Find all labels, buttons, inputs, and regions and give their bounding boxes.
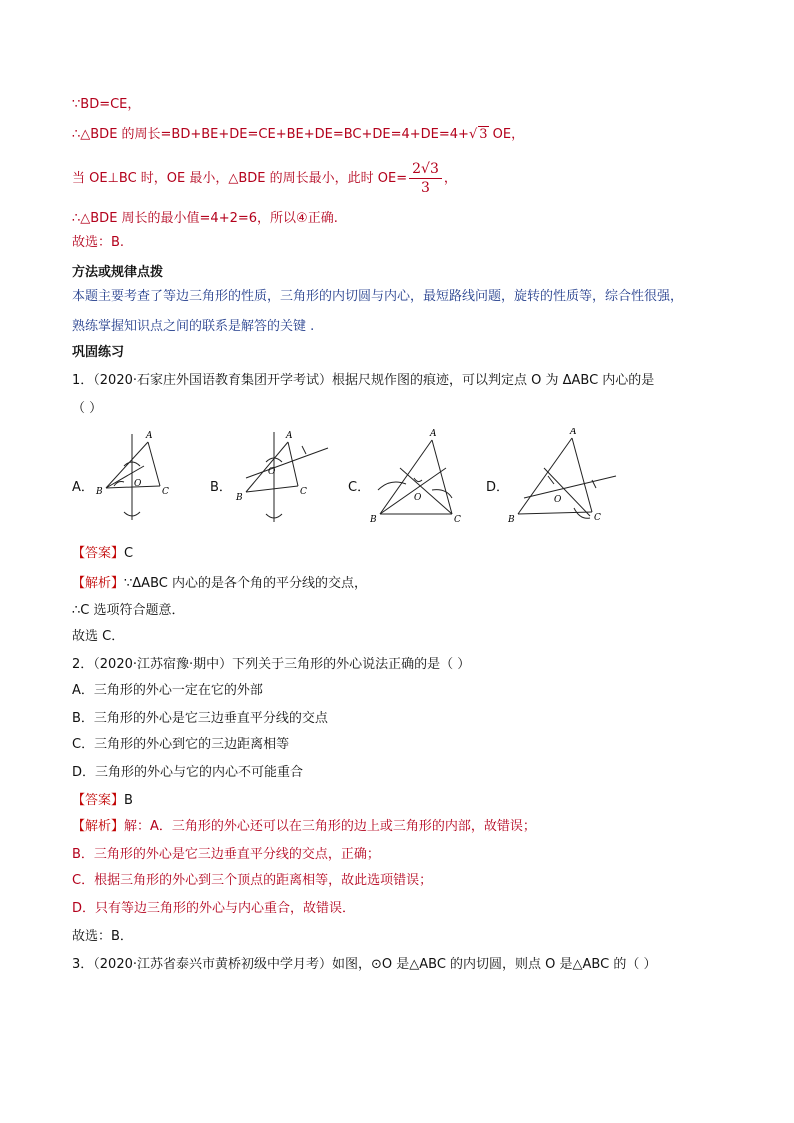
q2-option-c: C．三角形的外心到它的三边距离相等 — [72, 737, 290, 752]
q2-analysis-2: B．三角形的外心是它三边垂直平分线的交点，正确； — [72, 847, 380, 862]
fig-a-side-ab — [106, 442, 148, 488]
q3-stem: 3．（2020·江苏省泰兴市黄桥初级中学月考）如图，⊙O 是△ABC 的内切圆，则点 O 是△ABC 的（ ） — [72, 957, 657, 972]
q1-analysis-3: 故选 C． — [72, 629, 125, 644]
q2-option-b: B．三角形的外心是它三边垂直平分线的交点 — [72, 711, 328, 726]
figure-d-svg — [508, 428, 628, 528]
solution-line-1: ∵BD=CE， — [72, 97, 141, 112]
q1-paren: （ ） — [72, 401, 103, 416]
fig-a-side-bc — [106, 486, 160, 488]
method-heading: 方法或规律点拨 — [72, 265, 164, 280]
option-a-label: A． — [72, 480, 94, 495]
solution-line-3-tail: ， — [443, 171, 457, 186]
fig-c-label-o: O — [414, 493, 422, 503]
q1-answer-tag: 【答案】 — [72, 546, 125, 561]
fig-b-side-ac — [288, 442, 298, 486]
q2-analysis-5: 故选：B． — [72, 929, 133, 944]
fig-a-label-o: O — [134, 479, 142, 489]
fig-a-label-a: A — [146, 431, 153, 441]
q2-answer-tag: 【答案】 — [72, 793, 125, 808]
fig-c-arc — [378, 482, 406, 490]
q2-analysis-tag: 【解析】 — [72, 819, 125, 834]
q1-option-figures — [72, 428, 732, 528]
solution-line-2-tail: OE， — [492, 127, 525, 142]
option-b-label: B． — [210, 480, 232, 495]
figure-a-svg — [94, 428, 204, 528]
q2-answer — [72, 792, 133, 810]
q1-analysis-2: ∴C 选项符合题意． — [72, 603, 185, 618]
solution-line-4: ∴△BDE 周长的最小值=4+2=6，所以④正确. — [72, 211, 338, 226]
q1-analysis-text: ∵ΔABC 内心的是各个角的平分线的交点， — [124, 576, 367, 591]
fig-c-side-ac — [432, 440, 452, 514]
q2-analysis-4: D．只有等边三角形的外心与内心重合，故错误． — [72, 901, 356, 916]
q2-analysis-text: 解：A．三角形的外心还可以在三角形的边上或三角形的内部，故错误； — [124, 819, 536, 834]
practice-heading: 巩固练习 — [72, 345, 125, 360]
fig-b-label-a: A — [286, 431, 293, 441]
q2-answer-value: B — [124, 793, 133, 808]
sqrt-radicand: 3 — [479, 127, 488, 142]
fig-a-label-b: B — [96, 487, 103, 497]
solution-line-5: 故选：B. — [72, 235, 125, 250]
sqrt-symbol: √ 3 — [468, 127, 488, 142]
fig-d-label-c: C — [594, 513, 601, 523]
fig-c-label-c: C — [454, 515, 461, 525]
fig-d-side-ab — [518, 438, 572, 514]
fig-b-label-o: O — [268, 467, 276, 477]
fig-a-side-ac — [148, 442, 160, 486]
q1-answer-value: C — [124, 546, 134, 561]
fig-c-label-b: B — [370, 515, 377, 525]
fig-d-side-bc — [518, 512, 592, 514]
fraction — [409, 160, 442, 197]
method-paragraph-1: 本题主要考查了等边三角形的性质，三角形的内切圆与内心，最短路线问题，旋转的性质等，综合性很强， — [72, 289, 684, 304]
option-c-label: C． — [348, 480, 371, 495]
solution-line-2-text: ∴△BDE 的周长=BD+BE+DE=CE+BE+DE=BC+DE=4+DE=4+ — [72, 127, 469, 142]
fig-b-side-ab — [246, 442, 288, 492]
fig-c-label-a: A — [430, 429, 437, 439]
solution-line-3-text: 当 OE⊥BC 时，OE 最小，△BDE 的周长最小，此时 OE= — [72, 171, 408, 186]
fig-a-label-c: C — [162, 487, 169, 497]
solution-line-2 — [72, 126, 524, 144]
fig-d-label-o: O — [554, 495, 562, 505]
fig-b-label-b: B — [236, 493, 243, 503]
option-d-label: D． — [486, 480, 510, 495]
q1-answer — [72, 545, 133, 563]
solution-line-3 — [72, 160, 457, 197]
fig-d-label-b: B — [508, 515, 515, 525]
fig-c-side-ab — [380, 440, 432, 514]
fig-b-perp-line-2 — [246, 448, 328, 478]
q1-stem: 1．（2020·石家庄外国语教育集团开学考试）根据尺规作图的痕迹，可以判定点 O 为 ΔABC 内心的是 — [72, 373, 655, 388]
q2-analysis-3: C．根据三角形的外心到三个顶点的距离相等，故此选项错误； — [72, 873, 433, 888]
fig-b-label-c: C — [300, 487, 307, 497]
fig-b-tick — [302, 446, 306, 454]
fraction-numerator: 2√3 — [409, 160, 442, 179]
q2-option-a: A．三角形的外心一定在它的外部 — [72, 683, 263, 698]
q2-option-d: D．三角形的外心与它的内心不可能重合 — [72, 765, 304, 780]
fraction-denominator: 3 — [421, 180, 430, 196]
fig-d-label-a: A — [570, 428, 577, 437]
q1-analysis — [72, 575, 367, 593]
q2-analysis — [72, 818, 536, 836]
q2-stem: 2．（2020·江苏宿豫·期中）下列关于三角形的外心说法正确的是（ ） — [72, 657, 471, 672]
figure-c-svg — [370, 428, 480, 528]
fig-c-arc-2 — [432, 490, 452, 498]
method-paragraph-2: 熟练掌握知识点之间的联系是解答的关键 . — [72, 319, 315, 334]
fig-b-side-bc — [246, 486, 298, 492]
figure-b-svg — [232, 428, 342, 528]
fig-c-bisector-b — [380, 468, 446, 514]
q1-analysis-tag: 【解析】 — [72, 576, 125, 591]
